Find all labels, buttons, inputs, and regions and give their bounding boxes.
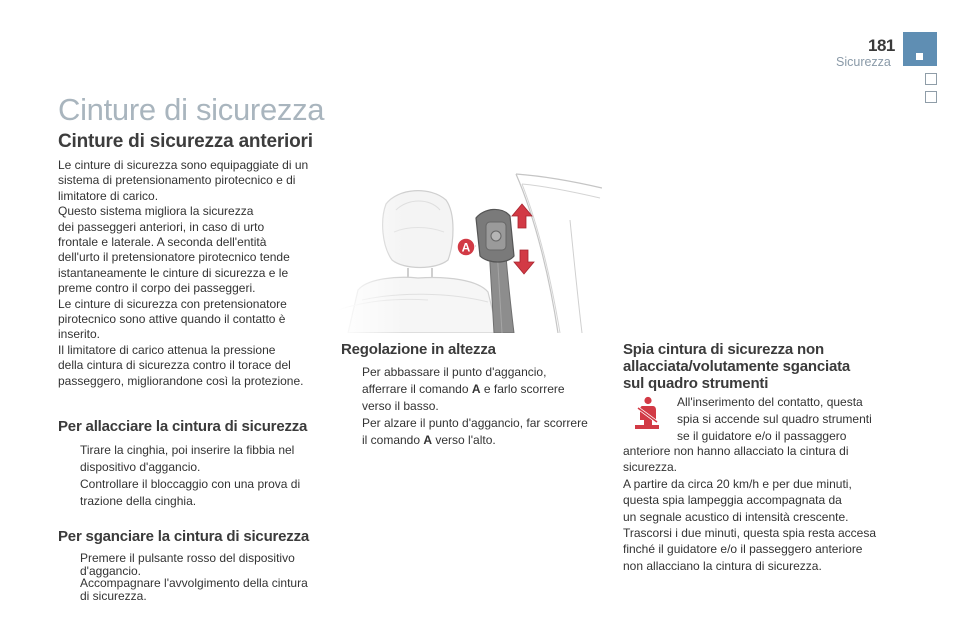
list-item: Premere il pulsante rosso del dispositivo d'aggancio.	[80, 551, 295, 578]
section-tab-empty[interactable]	[925, 73, 937, 85]
list-item: Controllare il bloccaggio con una prova di trazione della cinghia.	[80, 477, 301, 508]
spia-heading: Spia cintura di sicurezza non allacciata/volutamente sganciata sul quadro strumenti	[623, 341, 851, 392]
section-tab-empty[interactable]	[925, 91, 937, 103]
sganciare-heading: Per sganciare la cintura di sicurezza	[58, 528, 310, 545]
intro-line: Le cinture di sicurezza sono equipaggiate di un	[58, 158, 309, 172]
spia-indented-text: All'inserimento del contatto, questa spia si accende sul quadro strumenti se il guidatore e/o il passaggero	[677, 395, 872, 443]
intro-line: sistema di pretensionamento pirotecnico e di	[58, 173, 296, 188]
section-tab-active[interactable]	[903, 32, 937, 66]
page-title: Cinture di sicurezza	[58, 92, 325, 127]
page-number: 181	[868, 36, 895, 55]
allacciare-heading: Per allacciare la cintura di sicurezza	[58, 418, 308, 435]
intro-line: dei passeggeri anteriori, in caso di urto	[58, 219, 265, 234]
spia-body-text: anteriore non hanno allacciato la cintura di sicurezza. A partire da circa 20 km/h e per due minuti, questa spia lampeggia accompagnata da un segnale acustico di intensità crescente. Trascorsi i due minuti, questa spia resta accesa finché il guidatore e/o il passeggero anteriore non allacciano la cintura di sicurezza.	[623, 444, 877, 573]
list-item: Tirare la cinghia, poi inserire la fibbia nel dispositivo d'aggancio.	[80, 443, 295, 474]
sganciare-list	[61, 552, 331, 602]
allacciare-list	[61, 442, 331, 510]
intro-line: dell'urto il pretensionatore pirotecnico tende	[58, 250, 290, 265]
intro-line: della cintura di sicurezza contro il torace del	[58, 358, 291, 373]
intro-line: passeggero, migliorandone così la protezione.	[58, 373, 304, 388]
list-item: Per alzare il punto d'aggancio, far scorrere il comando A verso l'alto.	[362, 416, 588, 447]
intro-line: frontale e laterale. A seconda dell'entità	[58, 235, 267, 250]
intro-line: Il limitatore di carico attenua la pressione	[58, 342, 276, 357]
intro-line: limitatore di carico.	[58, 188, 159, 203]
regolazione-heading: Regolazione in altezza	[341, 341, 496, 358]
list-item: Per abbassare il punto d'aggancio, afferrare il comando A e farlo scorrere verso il basso.	[362, 365, 565, 413]
callout-a-label: A	[461, 240, 471, 255]
intro-line: Questo sistema migliora la sicurezza	[58, 204, 254, 219]
list-item: Accompagnare l'avvolgimento della cintura di sicurezza.	[80, 576, 308, 603]
seatbelt-warning-icon	[633, 396, 661, 430]
regolazione-list	[343, 364, 605, 449]
intro-paragraph	[58, 158, 328, 389]
seatbelt-height-illustration	[338, 160, 602, 333]
intro-line: preme contro il corpo dei passeggeri.	[58, 281, 256, 296]
intro-line: pirotecnico sono attive quando il contatto è	[58, 312, 286, 327]
section-subtitle: Cinture di sicurezza anteriori	[58, 131, 313, 152]
intro-line: inserito.	[58, 327, 101, 342]
intro-line: Le cinture di sicurezza con pretensionatore	[58, 296, 287, 311]
tab-square-icon	[916, 53, 923, 60]
intro-line: istantaneamente le cinture di sicurezza e le	[58, 265, 289, 280]
section-label: Sicurezza	[836, 55, 891, 69]
